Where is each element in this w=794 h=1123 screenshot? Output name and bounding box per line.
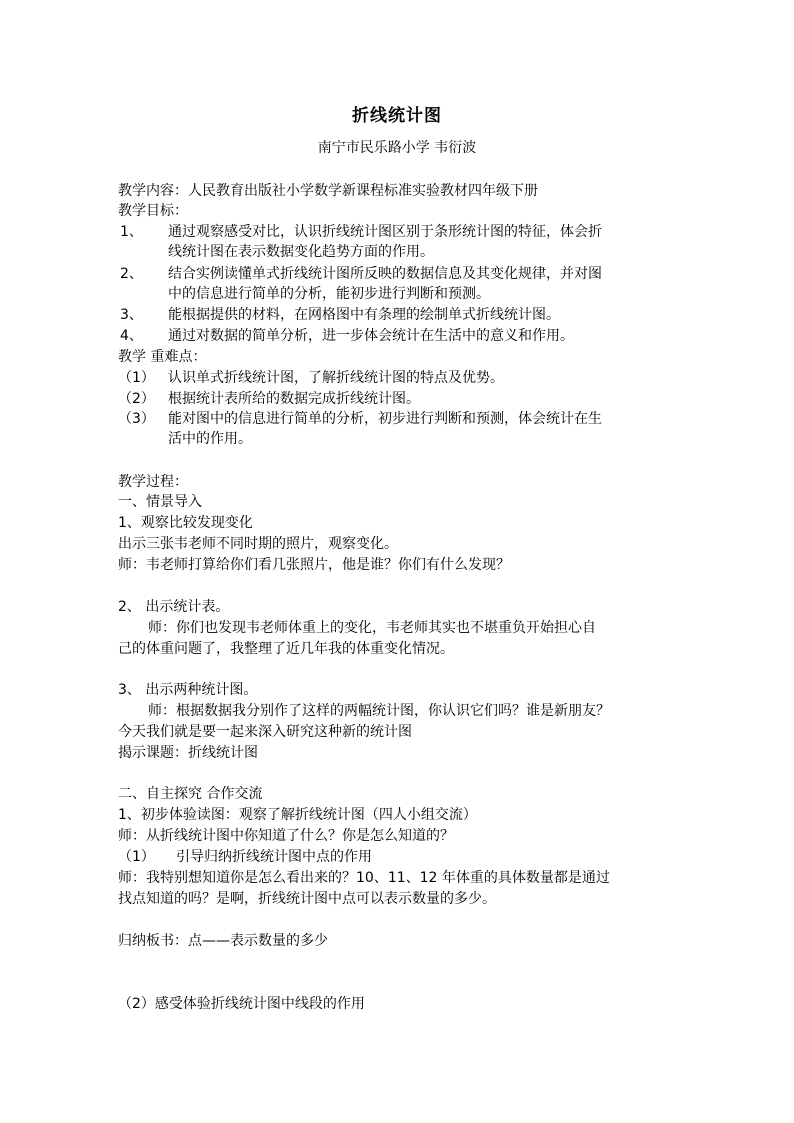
goal-text: 线统计图在表示数据变化趋势方面的作用。 [168, 244, 434, 260]
goal-text: 中的信息进行简单的分析，能初步进行判断和预测。 [168, 286, 490, 302]
keypoint-text: 能对图中的信息进行简单的分析，初步进行判断和预测，体会统计在生 [168, 411, 602, 427]
goal-number: 2、 [120, 266, 143, 282]
goal-number: 4、 [120, 328, 143, 344]
step-heading: 3、 出示两种统计图。 [118, 682, 258, 698]
paragraph-line: 出示三张韦老师不同时期的照片，观察变化。 [118, 536, 398, 552]
document-subtitle: 南宁市民乐路小学 韦衍波 [317, 140, 477, 156]
keypoint-text: 活中的作用。 [168, 431, 252, 447]
keypoint-number: （3） [118, 411, 155, 427]
keypoints-heading: 教学 重难点： [118, 349, 207, 365]
paragraph-line: 师：根据数据我分别作了这样的两幅统计图，你认识它们吗？谁是新朋友？ [148, 703, 610, 719]
section-heading: 一、情景导入 [118, 494, 202, 510]
paragraph-line: 师：韦老师打算给你们看几张照片，他是谁？你们有什么发现？ [118, 557, 510, 573]
paragraph-line: 今天我们就是要一起来深入研究这种新的统计图 [118, 724, 412, 740]
paragraph-line: 揭示课题：折线统计图 [118, 745, 258, 761]
substep-number: （1） [118, 849, 155, 865]
goal-number: 3、 [120, 307, 143, 323]
keypoint-text: 根据统计表所给的数据完成折线统计图。 [168, 391, 420, 407]
paragraph-line: 师：我特别想知道你是怎么看出来的？10、11、12 年体重的具体数量都是通过 [118, 870, 610, 886]
keypoint-text: 认识单式折线统计图，了解折线统计图的特点及优势。 [168, 370, 504, 386]
step-heading: 2、 出示统计表。 [118, 599, 230, 615]
goal-text: 能根据提供的材料，在网格图中有条理的绘制单式折线统计图。 [168, 307, 560, 323]
goal-number: 1、 [120, 224, 143, 240]
paragraph-line: 师：从折线统计图中你知道了什么？你是怎么知道的？ [118, 828, 454, 844]
content-line: 教学内容：人民教育出版社小学数学新课程标准实验教材四年级下册 [118, 183, 538, 199]
section-heading: 二、自主探究 合作交流 [118, 786, 263, 802]
goal-text: 结合实例读懂单式折线统计图所反映的数据信息及其变化规律，并对图 [168, 266, 602, 282]
keypoint-number: （1） [118, 370, 155, 386]
goal-text: 通过对数据的简单分析，进一步体会统计在生活中的意义和作用。 [168, 328, 574, 344]
process-heading: 教学过程： [118, 474, 188, 490]
paragraph-line: 找点知道的吗？是啊，折线统计图中点可以表示数量的多少。 [118, 891, 496, 907]
step-heading: 1、初步体验读图：观察了解折线统计图（四人小组交流） [118, 807, 477, 823]
paragraph-line: 己的体重问题了，我整理了近几年我的体重变化情况。 [118, 641, 454, 657]
keypoint-number: （2） [118, 391, 155, 407]
paragraph-line: 师：你们也发现韦老师体重上的变化，韦老师其实也不堪重负开始担心自 [148, 620, 596, 636]
document-title: 折线统计图 [352, 106, 442, 126]
step-heading: 1、观察比较发现变化 [118, 515, 253, 531]
substep-heading: 引导归纳折线统计图中点的作用 [176, 849, 372, 865]
goal-text: 通过观察感受对比，认识折线统计图区别于条形统计图的特征，体会折 [168, 224, 602, 240]
substep-heading: （2）感受体验折线统计图中线段的作用 [118, 996, 365, 1012]
paragraph-line: 归纳板书：点——表示数量的多少 [118, 933, 328, 949]
goals-heading: 教学目标： [118, 203, 188, 219]
